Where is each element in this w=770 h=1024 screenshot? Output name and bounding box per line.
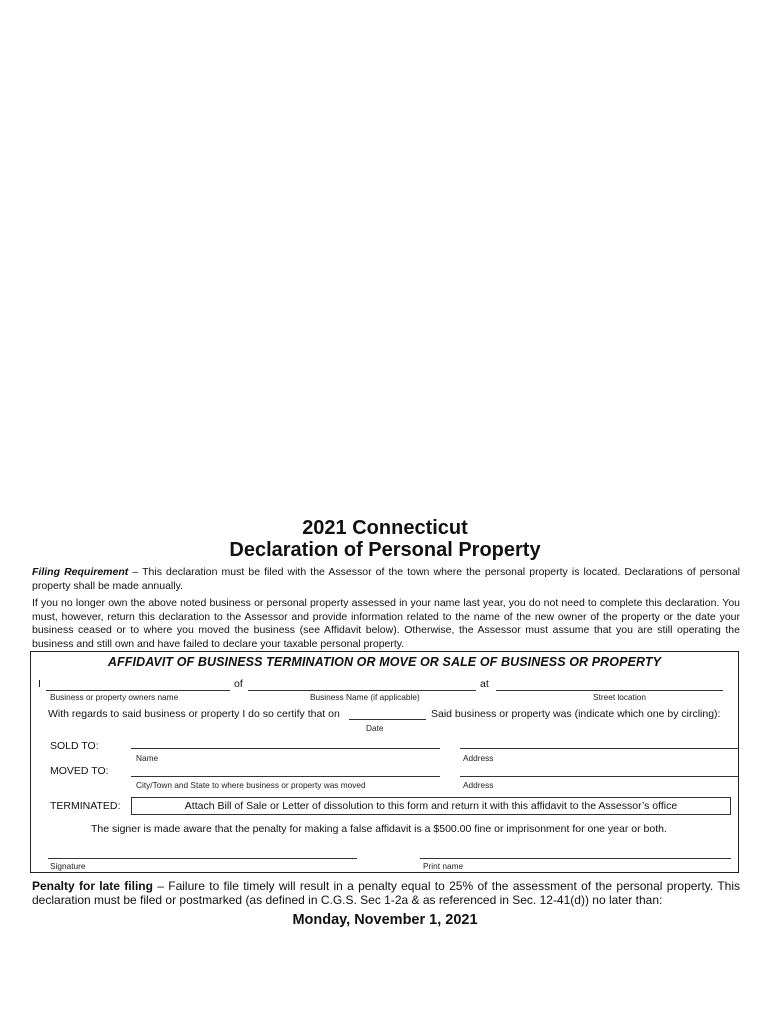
affidavit-i-label: I [38,678,41,690]
certify-text: With regards to said business or property I do so certify that on [48,708,340,720]
sold-to-address-line[interactable] [460,748,739,749]
owner-name-line[interactable] [46,690,230,691]
affidavit-title: AFFIDAVIT OF BUSINESS TERMINATION OR MOVE OR SALE OF BUSINESS OR PROPERTY [107,655,662,669]
filing-requirement-lead: Filing Requirement [32,566,129,578]
terminated-label[interactable]: TERMINATED: [50,800,121,812]
address-caption-2: Address [463,780,494,790]
business-name-line[interactable] [248,690,476,691]
sold-to-label[interactable]: SOLD TO: [50,740,99,752]
print-name-caption: Print name [423,861,464,871]
filing-requirement-text: – This declaration must be filed with the Assessor of the town where the personal property is located. Declarations of personal property shall be made annually. [32,566,740,592]
penalty-lead: Penalty for late filing [32,879,153,893]
name-caption: Name [136,753,159,763]
business-name-caption: Business Name (if applicable) [310,692,420,702]
penalty-text: – Failure to file timely will result in a penalty equal to 25% of the assessment of the personal property. This declaration must be filed or postmarked (as defined in C.G.S. Sec 1-2a & as referenced in Sec. 12-41(d)) no later than: [32,879,740,907]
date-caption: Date [366,723,384,733]
signature-caption: Signature [50,861,86,871]
signature-line[interactable] [48,858,357,859]
form-title: Declaration of Personal Property [229,539,541,561]
false-affidavit-warning: The signer is made aware that the penalty for making a false affidavit is a $500.00 fine or imprisonment for one year or both. [91,823,667,835]
form-title-year: 2021 Connecticut [302,517,468,539]
date-line[interactable] [349,719,426,720]
moved-to-label[interactable]: MOVED TO: [50,765,109,777]
due-date: Monday, November 1, 2021 [292,912,478,928]
affidavit-of-label: of [234,678,243,690]
owner-name-caption: Business or property owners name [50,692,179,702]
moved-to-address-line[interactable] [460,776,739,777]
street-location-caption: Street location [593,692,647,702]
filing-requirement-paragraph [32,566,740,593]
moved-to-city-line[interactable] [131,776,440,777]
city-caption: City/Town and State to where business or property was moved [136,780,366,790]
attach-instructions-box: Attach Bill of Sale or Letter of dissolution to this form and return it with this affidavit to the Assessor’s office [131,797,731,815]
affidavit-at-label: at [480,678,489,690]
print-name-line[interactable] [420,858,731,859]
no-longer-own-paragraph: If you no longer own the above noted business or personal property assessed in your name last year, you do not need to complete this declaration. You must, however, return this declaration to the Assessor and provide information related to the name of the new owner of the property or the date your business ceased or to where you moved the business (see Affidavit below). Otherwise, the Assessor must assume that you are still operating the business and still own and have failed to declare your taxable personal property. [32,597,740,650]
address-caption: Address [463,753,494,763]
penalty-paragraph [32,880,740,907]
said-business-text: Said business or property was (indicate which one by circling): [431,708,721,720]
sold-to-name-line[interactable] [131,748,440,749]
street-location-line[interactable] [496,690,723,691]
